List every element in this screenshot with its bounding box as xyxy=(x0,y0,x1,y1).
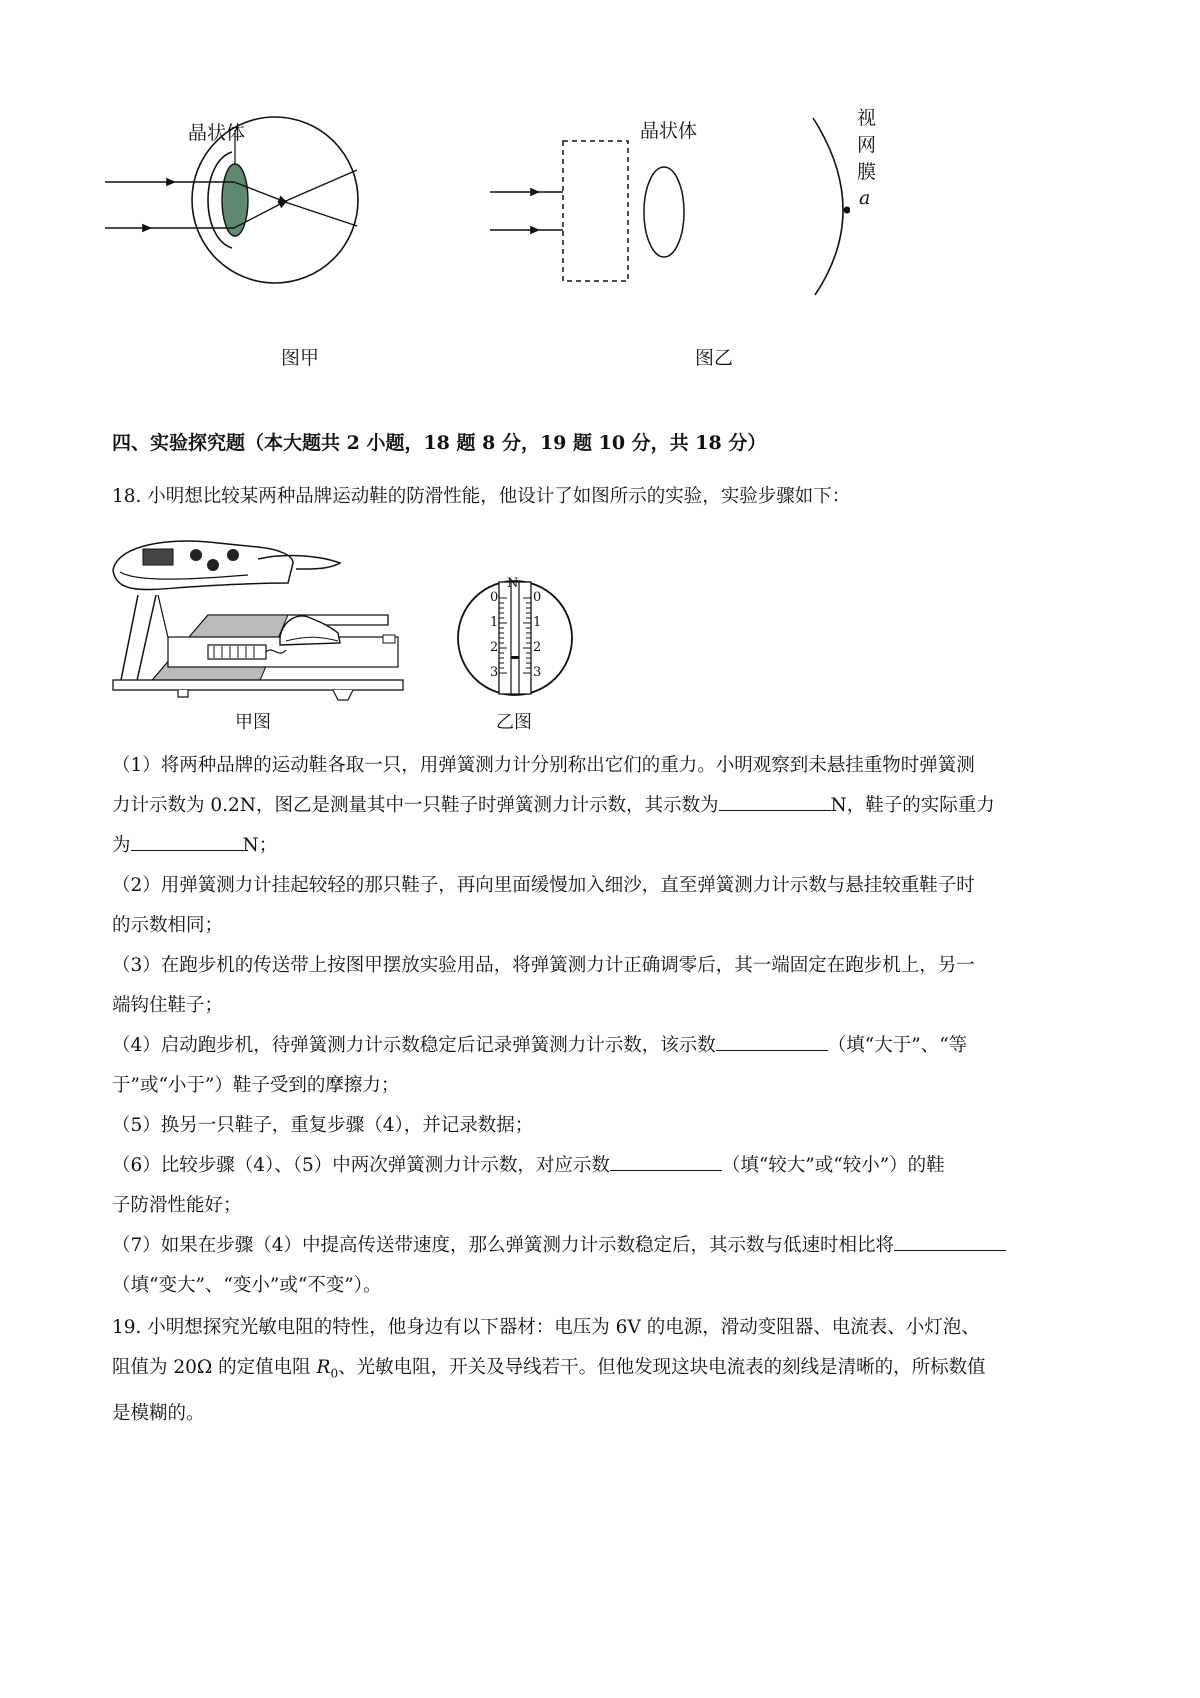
lens-label-b: 晶状体 xyxy=(640,120,698,142)
figure-a-caption: 图甲 xyxy=(281,347,320,369)
scale-tick-right-1: 1 xyxy=(533,615,542,630)
scale-tick-right-3: 3 xyxy=(533,665,542,680)
q19-line1: 19. 小明想探究光敏电阻的特性，他身边有以下器材：电压为 6V 的电源，滑动变阻器、电流表、小灯泡、 xyxy=(112,1317,980,1338)
step1-line1: （1）将两种品牌的运动鞋各取一只，用弹簧测力计分别称出它们的重力。小明观察到未悬挂重物时弹簧测 xyxy=(112,755,975,776)
figure-eye xyxy=(100,100,400,300)
q19-text-b: 、光敏电阻，开关及导线若干。但他发现这块电流表的刻线是清晰的，所标数值 xyxy=(338,1357,986,1378)
scale-tick-left-0: 0 xyxy=(490,590,499,605)
scale-unit: N xyxy=(507,576,519,591)
answer-blank-weight[interactable] xyxy=(131,826,243,851)
answer-blank-compare[interactable] xyxy=(716,1026,828,1051)
spring-scale-caption: 乙图 xyxy=(496,712,532,733)
q18-step5 xyxy=(112,1106,1097,1146)
answer-blank-change[interactable] xyxy=(894,1226,1006,1251)
step1-line3 xyxy=(112,826,1097,866)
step3-line2: 端钩住鞋子； xyxy=(112,995,224,1016)
q19-line2 xyxy=(112,1348,1097,1394)
step7-line2: （填“变大”、“变小”或“不变”）。 xyxy=(112,1275,382,1296)
scale-tick-left-3: 3 xyxy=(490,665,499,680)
step7-text-a: （7）如果在步骤（4）中提高传送带速度，那么弹簧测力计示数稳定后，其示数与低速时相比将 xyxy=(112,1235,895,1256)
step2-line1: （2）用弹簧测力计挂起较轻的那只鞋子，再向里面缓慢加入细沙，直至弹簧测力计示数与悬挂较重鞋子时 xyxy=(112,875,975,896)
lens-label-a: 晶状体 xyxy=(188,122,246,144)
step2-line2: 的示数相同； xyxy=(112,915,224,936)
q18-steps xyxy=(112,746,1097,866)
spring-scale-figure xyxy=(455,578,575,698)
q19-r-symbol: R xyxy=(316,1357,331,1378)
step6-line1 xyxy=(112,1146,1097,1186)
step3-line1: （3）在跑步机的传送带上按图甲摆放实验用品，将弹簧测力计正确调零后，其一端固定在跑步机上，另一 xyxy=(112,955,975,976)
q19-r-subscript: 0 xyxy=(330,1366,339,1381)
section-title: 四、实验探究题（本大题共 2 小题，18 题 8 分，19 题 10 分，共 18 分） xyxy=(112,432,767,454)
step7-line1 xyxy=(112,1226,1097,1266)
retina-label-2: 网 xyxy=(857,134,877,156)
answer-blank-larger-smaller[interactable] xyxy=(610,1146,722,1171)
q18-stem: 18. 小明想比较某两种品牌运动鞋的防滑性能，他设计了如图所示的实验，实验步骤如下： xyxy=(112,486,851,507)
step1-text-c: 为 xyxy=(112,835,131,856)
step4-text-a: （4）启动跑步机，待弹簧测力计示数稳定后记录弹簧测力计示数，该示数 xyxy=(112,1035,716,1056)
treadmill-diagram xyxy=(108,525,438,705)
q19-line3: 是模糊的。 xyxy=(112,1402,205,1424)
step1-line2 xyxy=(112,786,1097,826)
q18-step2 xyxy=(112,866,1097,946)
q18-step4 xyxy=(112,1026,1097,1106)
step1-text-b: N，鞋子的实际重力 xyxy=(830,795,995,816)
spring-scale-dial xyxy=(455,578,575,698)
q19-text-a: 阻值为 20Ω 的定值电阻 xyxy=(112,1357,317,1378)
q19-text xyxy=(112,1308,1097,1434)
treadmill-figure xyxy=(108,525,438,705)
scale-tick-left-2: 2 xyxy=(490,640,499,655)
retina-label-3: 膜 xyxy=(857,161,877,183)
step4-line1 xyxy=(112,1026,1097,1066)
answer-blank-reading[interactable] xyxy=(719,786,831,811)
figure-b-caption: 图乙 xyxy=(695,347,734,369)
q18-step3 xyxy=(112,946,1097,1026)
treadmill-caption: 甲图 xyxy=(235,712,271,733)
step1-text-d: N； xyxy=(242,835,278,856)
scale-tick-right-2: 2 xyxy=(533,640,542,655)
q18-step6 xyxy=(112,1146,1097,1226)
step6-text-a: （6）比较步骤（4）、（5）中两次弹簧测力计示数，对应示数 xyxy=(112,1155,610,1176)
step5-line1: （5）换另一只鞋子，重复步骤（4），并记录数据； xyxy=(112,1115,534,1136)
eye-diagram xyxy=(100,100,400,300)
step6-line2: 子防滑性能好； xyxy=(112,1195,242,1216)
scale-tick-right-0: 0 xyxy=(533,590,542,605)
q18-step7 xyxy=(112,1226,1097,1306)
point-a-label: a xyxy=(859,187,871,209)
step1-text-a: 力计示数为 0.2N，图乙是测量其中一只鞋子时弹簧测力计示数，其示数为 xyxy=(112,795,719,816)
step4-line2: 于”或“小于”）鞋子受到的摩擦力； xyxy=(112,1075,400,1096)
retina-label-1: 视 xyxy=(857,107,877,129)
scale-tick-left-1: 1 xyxy=(490,615,499,630)
step4-text-b: （填“大于”、“等 xyxy=(827,1035,968,1056)
step6-text-b: （填“较大”或“较小”）的鞋 xyxy=(721,1155,945,1176)
